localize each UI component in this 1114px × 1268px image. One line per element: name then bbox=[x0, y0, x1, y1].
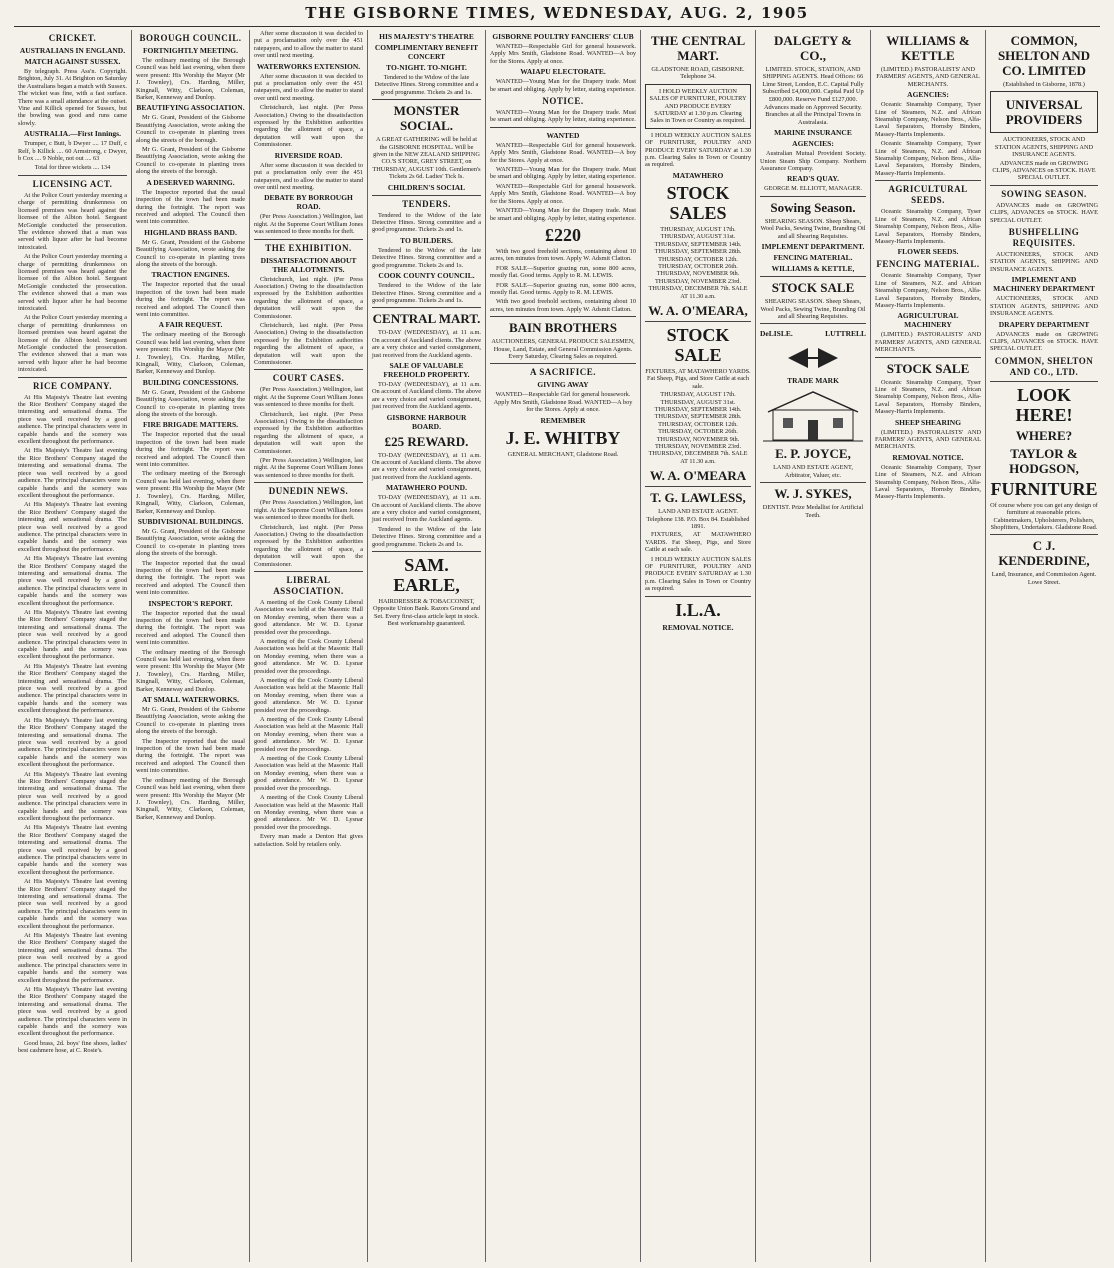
wk-stock-text: Oceanic Steamship Company, Tyser Line of Steamers, N.Z. and African Steamship Company, Nelson Bros., Alfa-Laval Separators, Hornsby Binders, Massey-Harris Implements. bbox=[875, 378, 981, 416]
rice-company-heading: RICE COMPANY. bbox=[32, 380, 112, 391]
omeara-heading-2: W. A. O'MEARA bbox=[649, 468, 747, 484]
rice-text-cont9: At His Majesty's Theatre last evening the Rice Brothers' Company staged the interesting and sensational drama. The piece was well received by a good audience. The principal characters were in capable hands and the scenery was excellent throughout the performance. bbox=[18, 878, 127, 930]
stock-sale-heading: STOCK SALE bbox=[666, 324, 730, 365]
divider bbox=[875, 357, 981, 358]
sale-dates: THURSDAY, AUGUST 17th. THURSDAY, AUGUST 31st. THURSDAY, SEPTEMBER 14th. THURSDAY, SEPTEMBER 28th. THURSDAY, OCTOBER 12th. THURSDAY, OCTOBER 26th. THURSDAY, NOVEMBER 9th. THURSDAY, NOVEMBER 23rd. THURSDAY, DECEMBER 7th. SALE AT 11.30 a.m. bbox=[648, 225, 748, 300]
whitby-text: GENERAL MERCHANT, Gladstone Road. bbox=[507, 450, 619, 458]
rice-text-cont: At His Majesty's Theatre last evening the Rice Brothers' Company staged the interesting and sensational drama. The piece was well received by a good audience. The principal characters were in capable hands and the scenery was excellent throughout the performance. bbox=[18, 447, 127, 499]
social-text: A GREAT GATHERING will be held at the GISBORNE HOSPITAL. Will be given in the NEW ZEALAND SHIPPING CO.'S STORE, GREY STREET, on THURSDAY, AUGUST 10th. Gentlemen's Tickets 2s 6d. Ladies' Tick Is. bbox=[372, 136, 481, 181]
divider bbox=[372, 99, 481, 100]
freehold-text: TO-DAY (WEDNESDAY), at 11 a.m. On account of Auckland clients. The above are a very choice and varied consignment, just received from the Auckland agents. bbox=[372, 380, 481, 411]
australians-heading: AUSTRALIANS IN ENGLAND. bbox=[19, 46, 126, 55]
licensing-text-cont: At the Police Court yesterday morning a charge of permitting drunkenness on licensed premises was heard against the licensee of the Albion hotel. Sergeant McGonigle conducted the prosecution. The evidence showed that a man was served with liquor after he had become intoxicated. bbox=[18, 253, 127, 312]
liberal-text: A meeting of the Cook County Liberal Association was held at the Masonic Hall on Monday evening, when there was a good attendance. Mr W. D. Lysnar presided over the proceedings. bbox=[254, 598, 363, 636]
liberal-text-cont: A meeting of the Cook County Liberal Association was held at the Masonic Hall on Monday evening, when there was a good attendance. Mr W. D. Lysnar presided over the proceedings. bbox=[254, 637, 363, 675]
fixtures-text: FIXTURES, AT MATAWHERO YARDS. Fat Sheep, Pigs, and Store Cattle at each sale. bbox=[645, 367, 751, 390]
waterworks-heading: AT SMALL WATERWORKS. bbox=[142, 695, 239, 705]
price-220-heading: £220 bbox=[545, 224, 581, 245]
childrens-social-heading: CHILDREN'S SOCIAL bbox=[387, 182, 466, 192]
wanted-text-1: WANTED—Respectable Girl for general housework. Apply Mrs Smith, Gladstone Road. WANTED—A boy for the Stores. Apply at once. bbox=[490, 141, 636, 164]
council-cont-text: After some discussion it was decided to put a proclamation only over the 451 ratepayers, and to allow the matter to stand over until next meeting. bbox=[254, 30, 363, 60]
drapery-heading: DRAPERY DEPARTMENT bbox=[998, 319, 1090, 329]
dalgety-text: LIMITED. STOCK, STATION, AND SHIPPING AGENTS. Head Offices: 66 Lime Street, London, E.C. Capital Fully Subscribed £4,000,000. Capital Paid Up £800,000. Reserve Fund £127,000. bbox=[762, 66, 864, 103]
column-7 bbox=[756, 30, 871, 1262]
divider bbox=[254, 239, 363, 240]
wk-fencing-heading: FENCING MATERIAL. bbox=[876, 259, 980, 270]
divider bbox=[875, 180, 981, 181]
pound-text: TO-DAY (WEDNESDAY), at 11 a.m. On account of Auckland clients. The above are a very choice and varied consignment, just received from the Auckland agents. bbox=[372, 494, 481, 524]
reward-heading: £25 REWARD. bbox=[384, 433, 469, 449]
rice-text: At His Majesty's Theatre last evening the Rice Brothers' Company staged the interesting and sensational drama. The piece was well received by a good audience. The principal characters were in capable hands and the scenery was excellent throughout the performance. bbox=[18, 393, 127, 446]
wk-subtitle: (LIMITED.) PASTORALISTS' AND FARMERS' AGENTS, AND GENERAL MERCHANTS. bbox=[876, 66, 980, 88]
rice-text-cont3: At His Majesty's Theatre last evening the Rice Brothers' Company staged the interesting and sensational drama. The piece was well received by a good audience. The principal characters were in capable hands and the scenery was excellent throughout the performance. bbox=[18, 555, 127, 607]
sykes-text: DENTIST. Prize Medallist for Artificial Teeth. bbox=[762, 504, 864, 519]
wk-agencies-heading: AGENCIES: bbox=[907, 90, 949, 100]
builders-text: Tendered to the Widow of the late Detective Hines. Strong committee and a good programme. Tickets 2s and 1s. bbox=[372, 246, 481, 269]
council-text: The ordinary meeting of the Borough Council was held last evening, when there were present: His Worship the Mayor (Mr J. Townley), Crs. Harding, Miller, Kingnall, Witty, Clarkson, Coleman, Barker, Kenneway and Dunlop. bbox=[136, 57, 245, 102]
rice-text-cont6: At His Majesty's Theatre last evening the Rice Brothers' Company staged the interesting and sensational drama. The piece was well received by a good audience. The principal characters were in capable hands and the scenery was excellent throughout the performance. bbox=[18, 716, 127, 769]
waterworks-ext-heading: WATERWORKS EXTENSION. bbox=[256, 61, 361, 71]
stock-sale-wk-text: SHEARING SEASON. Sheep Shears, Wool Packs, Sewing Twine, Branding Oil and all Shearing Requisites. bbox=[760, 298, 866, 320]
rice-text-cont4: At His Majesty's Theatre last evening the Rice Brothers' Company staged the interesting and sensational drama. The piece was well received by a good audience. The principal characters were in capable hands and the scenery was excellent throughout the performance. bbox=[18, 609, 127, 661]
grazing-text: FOR SALE—Superior grazing run, some 800 acres, mostly flat. Good terms. Apply to R. M. LEWIS. bbox=[490, 264, 636, 280]
dissatisfaction-heading: DISSATISFACTION ABOUT THE ALLOTMENTS. bbox=[260, 255, 357, 274]
sowing-heading: Sowing Season. bbox=[770, 199, 856, 215]
luttrell-label: LUTTRELL bbox=[825, 329, 866, 339]
concert-text: Tendered to the Widow of the late Detective Hines. Strong committee and a good programme. Tickets 2s and 1s. bbox=[374, 74, 479, 96]
court-text-cont2: (Per Press Association.) Wellington, last night. At the Supreme Court William Jones was sentenced to three months for theft. bbox=[254, 457, 363, 479]
house-engraving-icon bbox=[763, 388, 863, 443]
divider bbox=[254, 571, 363, 572]
matawhero-heading: MATAWHERO bbox=[672, 170, 724, 180]
divider bbox=[490, 316, 636, 317]
score-total: Total for three wickets .... 134 bbox=[34, 164, 111, 172]
kenderdine-heading: C J. KENDERDINE, bbox=[998, 538, 1090, 569]
monster-social-heading: MONSTER SOCIAL. bbox=[393, 103, 460, 134]
liberal-heading: LIBERAL ASSOCIATION. bbox=[273, 574, 344, 596]
wk-removal-heading: REMOVAL NOTICE. bbox=[892, 452, 964, 462]
removal-notice-heading: REMOVAL NOTICE. bbox=[662, 622, 734, 632]
divider bbox=[760, 482, 866, 483]
sacrifice-heading: A SACRIFICE. bbox=[529, 367, 596, 378]
weekly-auction-box bbox=[645, 84, 751, 129]
brand-row bbox=[760, 327, 866, 340]
wk-agencies-text-cont: Oceanic Steamship Company, Tyser Line of Steamers, N.Z. and African Steamship Company, Nelson Bros., Alfa-Laval Separators, Hornsby Binders, Massey-Harris Implements. bbox=[875, 140, 981, 177]
lawless-text-cont: FIXTURES, AT MATAWHERO YARDS. Fat Sheep, Pigs, and Store Cattle at each sale. bbox=[645, 531, 751, 554]
bushfelling-heading: BUSHFELLING REQUISITES. bbox=[1008, 227, 1080, 249]
trade-mark-label: TRADE MARK bbox=[787, 376, 839, 386]
scorecard: Trumper, c Butt, b Dwyer .... 17 Duff, c Relf, b Killick .... 60 Armstrong, c Dwyer, b Cox .... 9 Noble, not out .... 63 bbox=[18, 140, 127, 163]
subdivisional-heading: SUBDIVISIONAL BUILDINGS. bbox=[137, 516, 244, 526]
dunedin-text: (Per Press Association.) Wellington, last night. At the Supreme Court William Jones was sentenced to three months for theft. bbox=[254, 499, 363, 522]
grazing-text-cont: FOR SALE—Superior grazing run, some 800 acres, mostly flat. Good terms. Apply to R. M. LEWIS. bbox=[490, 281, 636, 296]
lawless-text-cont2: I HOLD WEEKLY AUCTION SALES OF FURNITURE, POULTRY AND PRODUCE EVERY SATURDAY at 1.30 p.m. Clearing Sales in Town or Country as required. bbox=[645, 555, 751, 593]
riverside-text: After some discussion it was decided to put a proclamation only over the 451 ratepayers, and to allow the matter to stand over until next meeting. bbox=[254, 161, 363, 191]
wanted-text-2: WANTED—Young Man for the Drapery trade. Must be smart and obliging. Apply by letter, stating experience. bbox=[490, 166, 636, 181]
footer-hat-ad: Every man made a Denton Hat gives satisfaction. Sold by retailers only. bbox=[254, 833, 363, 848]
court-text-cont: Christchurch, last night. (Per Press Association.) Owing to the dissatisfaction expressed by the Exhibition authorities regarding the allotment of space, a deputation will wait upon the Commissioner. bbox=[254, 410, 363, 455]
notice-heading: NOTICE. bbox=[542, 96, 584, 107]
implement-heading: IMPLEMENT DEPARTMENT. bbox=[761, 242, 865, 252]
mart-address: GLADSTONE ROAD, GISBORNE. Telephone 34. bbox=[651, 66, 745, 81]
fire-brigade-text: The Inspector reported that the usual inspection of the town had been made during the fortnight. The report was received and adopted. The Council then went into committee. bbox=[136, 431, 245, 469]
shearing-text: SHEARING SEASON. Sheep Shears, Wool Packs, Sewing Twine, Branding Oil and all Shearing Requisites. bbox=[760, 217, 866, 240]
divider bbox=[645, 596, 751, 597]
mart-text: I HOLD WEEKLY AUCTION SALES OF FURNITURE, POULTRY AND PRODUCE EVERY SATURDAY at 1.30 p.m. Clearing Sales in Town or Country as required. bbox=[645, 131, 751, 169]
notice-text: WANTED—Young Man for the Drapery trade. Must be smart and obliging. Apply by letter, stating experience. bbox=[490, 109, 636, 124]
stock-sale-wk-heading: STOCK SALE bbox=[771, 280, 855, 296]
where-heading: WHERE? bbox=[1015, 427, 1073, 443]
fair-request-text: The ordinary meeting of the Borough Council was held last evening, when there were present: His Worship the Mayor (Mr J. Townley), Crs. Harding, Miller, Kingnall, Witty, Clarkson, Coleman, Barker, Kenneway and Dunlop. bbox=[136, 331, 245, 376]
wanted-heading: WANTED bbox=[546, 130, 580, 140]
poultry-text: WANTED—Respectable Girl for general housework. Apply Mrs Smith, Gladstone Road. WANTED—A boy for the Stores. Apply at once. bbox=[490, 43, 636, 65]
drapery-text: ADVANCES made on GROWING CLIPS, ADVANCES on STOCK. HAVE SPECIAL OUTLET. bbox=[990, 330, 1098, 353]
traction-heading: TRACTION ENGINES. bbox=[151, 270, 230, 280]
column-1 bbox=[14, 30, 132, 1262]
williams-kettle-heading: WILLIAMS & KETTLE bbox=[886, 33, 970, 63]
sheep-shearing-heading: SHEEP SHEARING bbox=[894, 417, 962, 427]
manager-text: GEORGE M. ELLIOTT, MANAGER. bbox=[764, 185, 862, 193]
divider bbox=[254, 482, 363, 483]
divider bbox=[645, 321, 751, 322]
stock-sales-heading: STOCK SALES bbox=[666, 182, 730, 223]
cricket-text: By telegraph. Press Ass'n. Copyright. Brighton, July 31. At Brighton on Saturday the Australians began a match with Sussex. The wicket was fine, with a fast surface. There was a small attendance at the outset. Vine and Killick opened for Sussex, but the bowling was good and runs came slowly. bbox=[18, 68, 127, 127]
riverside-heading: RIVERSIDE ROAD. bbox=[274, 150, 343, 160]
benefit-concert-heading: COMPLIMENTARY BENEFIT CONCERT bbox=[374, 43, 479, 61]
subdivisional-text-cont: The Inspector reported that the usual inspection of the town had been made during the fortnight. The report was received and adopted. The Council then went into committee. bbox=[136, 559, 245, 597]
joyce-heading: E. P. JOYCE, bbox=[775, 446, 851, 462]
common-shelton-heading: COMMON, SHELTON AND CO. LIMITED bbox=[997, 33, 1091, 78]
bain-brothers-heading: BAIN BROTHERS bbox=[509, 320, 617, 336]
central-mart-text: TO-DAY (WEDNESDAY), at 11 a.m. On account of Auckland clients. The above are a very choice and varied consignment, just received from the Auckland agents. bbox=[372, 329, 481, 359]
court-cases-heading: COURT CASES. bbox=[272, 373, 345, 384]
sowing-season-heading: SOWING SEASON. bbox=[1001, 188, 1087, 199]
poultry-club-heading: GISBORNE POULTRY FANCIERS' CLUB bbox=[492, 32, 634, 41]
fair-request-heading: A FAIR REQUEST. bbox=[158, 320, 223, 330]
sowing-text: ADVANCES made on GROWING CLIPS, ADVANCES on STOCK. HAVE SPECIAL OUTLET. bbox=[990, 201, 1098, 224]
inspector-text: The Inspector reported that the usual inspection of the town had been made during the fortnight. The report was received and adopted. The Council then went into committee. bbox=[136, 609, 245, 647]
trade-mark-icon bbox=[783, 343, 843, 373]
liberal-text-cont2: A meeting of the Cook County Liberal Association was held at the Masonic Hall on Monday evening, when there was a good attendance. Mr W. D. Lysnar presided over the proceedings. bbox=[254, 677, 363, 714]
fencing-heading: FENCING MATERIAL. bbox=[773, 253, 853, 263]
column-9 bbox=[986, 30, 1102, 1262]
cook-county-heading: COOK COUNTY COUNCIL. bbox=[378, 271, 475, 281]
divider bbox=[18, 377, 127, 378]
delisle-label: DeLISLE. bbox=[760, 329, 793, 339]
sykes-heading: W. J. SYKES, bbox=[774, 486, 852, 502]
column-4 bbox=[368, 30, 486, 1262]
building-text: Mr G. Grant, President of the Gisborne Beautifying Association, wrote asking the Council to co-operate in planting trees along the streets of the borough. bbox=[136, 388, 245, 419]
fencing-text: Oceanic Steamship Company, Tyser Line of Steamers, N.Z. and African Steamship Company, Nelson Bros., Alfa-Laval Separators, Hornsby Binders, Massey-Harris Implements. bbox=[875, 272, 981, 309]
lawless-text: LAND AND ESTATE AGENT. Telephone 138. P.O. Box 84. Established 1891. bbox=[646, 508, 750, 531]
warning-heading: A DESERVED WARNING. bbox=[146, 177, 235, 187]
grazing-text-cont2: With two good freehold sections, containing about 10 acres, ten minutes from town. Apply W. Adsmit Clatton. bbox=[490, 298, 636, 313]
tenders-text: Tendered to the Widow of the late Detective Hines. Strong committee and a good programme. Tickets 2s and 1s. bbox=[372, 211, 481, 234]
pound-heading: MATAWHERO POUND. bbox=[386, 483, 467, 493]
rice-text-cont11: At His Majesty's Theatre last evening the Rice Brothers' Company staged the interesting and sensational drama. The piece was well received by a good audience. The principal characters were in capable hands and the scenery was excellent throughout the performance. bbox=[18, 985, 127, 1038]
lawless-heading: T. G. LAWLESS, bbox=[650, 490, 746, 506]
furniture-heading: FURNITURE bbox=[990, 478, 1098, 499]
beautifying-heading: BEAUTIFYING ASSOCIATION. bbox=[136, 103, 245, 113]
inspector-heading: INSPECTOR'S REPORT. bbox=[148, 598, 233, 608]
divider bbox=[645, 486, 751, 487]
harbour-board-heading: GISBORNE HARBOUR BOARD. bbox=[386, 412, 467, 431]
flower-seeds-heading: FLOWER SEEDS. bbox=[897, 247, 959, 257]
builders-heading: TO BUILDERS. bbox=[400, 235, 453, 245]
divider bbox=[372, 307, 481, 308]
taylor-hodgson-heading: TAYLOR & HODGSON, bbox=[1009, 445, 1079, 476]
traction-text: The Inspector reported that the usual inspection of the town had been made during the fortnight. The report was received and adopted. The Council then went into committee. bbox=[136, 281, 245, 318]
divider bbox=[990, 185, 1098, 186]
dunedin-heading: DUNEDIN NEWS. bbox=[268, 486, 349, 497]
liberal-text-cont3: A meeting of the Cook County Liberal Association was held at the Masonic Hall on Monday evening, when there was a good attendance. Mr W. D. Lysnar presided over the proceedings. bbox=[254, 716, 363, 753]
sections-text: With two good freehold sections, containing about 10 acres, ten minutes from town. Apply W. Adsmit Clatton. bbox=[490, 247, 636, 263]
central-mart-heading: CENTRAL MART. bbox=[372, 311, 481, 327]
bushfelling-text: AUCTIONEERS, STOCK AND STATION AGENTS, SHIPPING AND INSURANCE AGENTS. bbox=[990, 251, 1098, 273]
theatre-heading: HIS MAJESTY'S THEATRE bbox=[379, 32, 474, 41]
inspector-text-cont: The ordinary meeting of the Borough Council was held last evening, when there were present: His Worship the Mayor (Mr J. Townley), Crs. Harding, Miller, Kingnall, Witty, Clarkson, Coleman, Barker, Kenneway and Dunlop. bbox=[136, 648, 245, 693]
exhibition-text-cont: Christchurch, last night. (Per Press Association.) Owing to the dissatisfaction expressed by the Exhibition authorities regarding the allotment of space, a deputation will wait upon the Commissioner. bbox=[254, 321, 363, 366]
whitby-heading: J. E. WHITBY bbox=[505, 427, 621, 448]
advances-text: ADVANCES made on GROWING CLIPS, ADVANCES on STOCK. HAVE SPECIAL OUTLET. bbox=[992, 159, 1096, 182]
implement-text: AUCTIONEERS, STOCK AND STATION AGENTS, SHIPPING AND INSURANCE AGENTS. bbox=[990, 295, 1098, 318]
machinery-text: (LIMITED.) PASTORALISTS' AND FARMERS' AGENTS, AND GENERAL MERCHANTS. bbox=[875, 331, 981, 354]
omeara-heading: W. A. O'MEARA, bbox=[648, 302, 748, 318]
sacrifice-text: WANTED—Respectable Girl for general housework. Apply Mrs Smith, Gladstone Road. WANTED—A boy for the Stores. Apply at once. bbox=[493, 391, 633, 414]
debate-heading: DEBATE BY BORROUGH ROAD. bbox=[264, 193, 353, 212]
licensing-text-cont2: At the Police Court yesterday morning a charge of permitting drunkenness on licensed premises was heard against the licensee of the Albion hotel. Sergeant McGonigle conducted the prosecution. The evidence showed that a man was served with liquor after he had become intoxicated. bbox=[18, 314, 127, 374]
joyce-text: LAND AND ESTATE AGENT, Arbitrator, Valuer, etc. bbox=[773, 464, 853, 479]
divider bbox=[760, 276, 866, 277]
liberal-text-cont5: A meeting of the Cook County Liberal Association was held at the Masonic Hall on Monday evening, when there was a good attendance. Mr W. D. Lysnar presided over the proceedings. bbox=[254, 794, 363, 831]
cricket-heading: CRICKET. bbox=[48, 33, 97, 43]
giving-away-heading: GIVING AWAY bbox=[537, 380, 589, 390]
pound-text-cont: Tendered to the Widow of the late Detective Hines. Strong committee and a good programme. Tickets 2s and 1s. bbox=[372, 525, 481, 548]
exhibition-text: Christchurch, last night. (Per Press Association.) Owing to the dissatisfaction expressed by the Exhibition authorities regarding the allotment of space, a deputation will wait upon the Commissioner. bbox=[254, 275, 363, 320]
licensing-text: At the Police Court yesterday morning a charge of permitting drunkenness on licensed premises was heard against the licensee of the Albion hotel. Sergeant McGonigle conducted the prosecution. The evidence showed that a man was served with liquor after he had become intoxicated. bbox=[18, 191, 127, 251]
waterworks-ext-text-cont: Christchurch, last night. (Per Press Association.) Owing to the dissatisfaction expressed by the Exhibition authorities regarding the allotment of space, a deputation will wait upon the Commissioner. bbox=[254, 104, 363, 149]
column-8 bbox=[871, 30, 986, 1262]
court-text: (Per Press Association.) Wellington, last night. At the Supreme Court William Jones was sentenced to three months for theft. bbox=[254, 386, 363, 409]
divider bbox=[254, 369, 363, 370]
masthead: THE GISBORNE TIMES, WEDNESDAY, AUG. 2, 1905 bbox=[305, 4, 809, 22]
common-shelton-footer: COMMON, SHELTON AND CO., LTD. bbox=[994, 355, 1094, 377]
subdivisional-text: Mr G. Grant, President of the Gisborne Beautifying Association, wrote asking the Council to co-operate in planting trees along the streets of the borough. bbox=[136, 527, 245, 558]
divider bbox=[372, 551, 481, 552]
exhibition-heading: THE EXHIBITION. bbox=[265, 242, 352, 253]
rice-text-cont2: At His Majesty's Theatre last evening the Rice Brothers' Company staged the interesting and sensational drama. The piece was well received by a good audience. The principal characters were in capable hands and the scenery was excellent throughout the performance. bbox=[18, 501, 127, 553]
building-heading: BUILDING CONCESSIONS. bbox=[142, 377, 239, 387]
beautifying-text: Mr G. Grant, President of the Gisborne Beautifying Association, wrote asking the Council to co-operate in planting trees along the streets of the borough. bbox=[136, 114, 245, 144]
divider bbox=[760, 196, 866, 197]
newspaper-columns bbox=[14, 30, 1102, 1262]
divider bbox=[372, 195, 481, 196]
dunedin-text-cont: Christchurch, last night. (Per Press Association.) Owing to the dissatisfaction expressed by the Exhibition authorities regarding the allotment of space, a deputation will wait upon the Commissioner. bbox=[254, 523, 363, 568]
divider bbox=[490, 363, 636, 364]
implement-dept-heading: IMPLEMENT AND MACHINERY DEPARTMENT bbox=[993, 275, 1095, 294]
column-2 bbox=[132, 30, 250, 1262]
divider bbox=[990, 381, 1098, 382]
brass-band-heading: HIGHLAND BRASS BAND. bbox=[144, 227, 237, 237]
universal-providers-heading: UNIVERSAL PROVIDERS bbox=[1005, 97, 1083, 128]
seeds-text: Oceanic Steamship Company, Tyser Line of Steamers, N.Z. and African Steamship Company, Nelson Bros., Alfa-Laval Separators, Hornsby Binders, Massey-Harris Implements. bbox=[875, 208, 981, 245]
rice-text-cont8: At His Majesty's Theatre last evening the Rice Brothers' Company staged the interesting and sensational drama. The piece was well received by a good audience. The principal characters were in capable hands and the scenery was excellent throughout the performance. bbox=[18, 824, 127, 876]
waterworks-text-cont2: The ordinary meeting of the Borough Council was held last evening, when there were present: His Worship the Mayor (Mr J. Townley), Crs. Harding, Miller, Kingnall, Witty, Clarkson, Coleman, Barker, Kenneway and Dunlop. bbox=[136, 776, 245, 821]
agri-machinery-heading: AGRICULTURAL MACHINERY bbox=[897, 311, 959, 330]
sussex-heading: MATCH AGAINST SUSSEX. bbox=[24, 57, 121, 66]
divider bbox=[990, 534, 1098, 535]
fire-brigade-heading: FIRE BRIGADE MATTERS. bbox=[142, 420, 239, 430]
earle-text: HAIRDRESSER & TOBACCONIST, Opposite Union Bank. Razors Ground and Set. Every first-class article kept in stock. Best workmanship guaranteed. bbox=[372, 598, 481, 628]
wanted-text-4: WANTED—Young Man for the Drapery trade. Must be smart and obliging. Apply by letter, stating experience. bbox=[490, 207, 636, 222]
look-here-heading: LOOK HERE! bbox=[1015, 384, 1073, 425]
cook-county-text: Tendered to the Widow of the late Detective Hines. Strong committee and a good programme. Tickets 2s and 1s. bbox=[372, 282, 481, 304]
kenderdine-text: Land, Insurance, and Commission Agent. Lowe Street. bbox=[991, 571, 1097, 586]
warning-text: The Inspector reported that the usual inspection of the town had been made during the fortnight. The report was received and adopted. The Council then went into committee. bbox=[136, 188, 245, 226]
shearing-text: (LIMITED.) PASTORALISTS' AND FARMERS' AGENTS, AND GENERAL MERCHANTS. bbox=[875, 428, 981, 451]
waiapu-heading: WAIAPU ELECTORATE. bbox=[520, 67, 606, 77]
waterworks-text: Mr G. Grant, President of the Gisborne Beautifying Association, wrote asking the Council to co-operate in planting trees along the streets of the borough. bbox=[136, 706, 245, 736]
liberal-text-cont4: A meeting of the Cook County Liberal Association was held at the Masonic Hall on Monday evening, when there was a good attendance. Mr W. D. Lysnar presided over the proceedings. bbox=[254, 755, 363, 792]
beautifying-text-cont: Mr G. Grant, President of the Gisborne Beautifying Association, wrote asking the Council to co-operate in planting trees along the streets of the borough. bbox=[136, 146, 245, 176]
fortnightly-heading: FORTNIGHTLY MEETING. bbox=[142, 46, 239, 55]
wk-stock-sale-heading: STOCK SALE bbox=[886, 360, 970, 376]
column-5 bbox=[486, 30, 641, 1262]
waterworks-text-cont: The Inspector reported that the usual inspection of the town had been made during the fortnight. The report was received and adopted. The Council then went into committee. bbox=[136, 737, 245, 775]
reward-text: TO-DAY (WEDNESDAY), at 11 a.m. On account of Auckland clients. The above are a very choice and varied consignment, just received from the Auckland agents. bbox=[372, 451, 481, 481]
wk-heading: WILLIAMS & KETTLE, bbox=[771, 264, 855, 274]
waterworks-ext-text: After some discussion it was decided to put a proclamation only over the 451 ratepayers, and to allow the matter to stand over until next meeting. bbox=[254, 72, 363, 102]
wk-agencies-text: Oceanic Steamship Company, Tyser Line of Steamers, N.Z. and African Steamship Company, Nelson Bros., Alfa-Laval Separators, Hornsby Binders, Massey-Harris Implements. bbox=[875, 101, 981, 138]
column-6 bbox=[641, 30, 756, 1262]
licensing-heading: LICENSING ACT. bbox=[32, 178, 113, 189]
marine-heading: MARINE INSURANCE bbox=[774, 128, 852, 138]
agencies-heading: AGENCIES: bbox=[792, 139, 834, 149]
auctioneers-text: AUCTIONEERS, STOCK AND STATION AGENTS, SHIPPING AND INSURANCE AGENTS. bbox=[994, 136, 1094, 159]
divider bbox=[490, 127, 636, 128]
sam-earle-heading: SAM. EARLE, bbox=[393, 555, 460, 596]
borough-council-heading: BOROUGH COUNCIL. bbox=[139, 33, 242, 43]
wanted-text-3: WANTED—Respectable Girl for general housework. Apply Mrs Smith, Gladstone Road. WANTED—A boy for the Stores. Apply at once. bbox=[490, 182, 636, 205]
footer-ad: Good brass, 2d. boys' fine shoes, ladies' best cashmere hose, at C. Rosie's. bbox=[18, 1039, 127, 1055]
ila-heading: I.L.A. bbox=[675, 599, 721, 620]
dalgety-advances: Advances made on Approved Security. Branches at all the Principal Towns in Australasia. bbox=[763, 104, 863, 126]
masthead-rule bbox=[14, 26, 1100, 27]
furniture-text: Of course where you can get any design of furniture at reasonable prices. Cabinetmakers, Upholsterers, Polishers, Shopfitters, Undertakers. Gladstone Road. bbox=[990, 501, 1098, 531]
sale-dates-2: THURSDAY, AUGUST 17th. THURSDAY, AUGUST 31st. THURSDAY, SEPTEMBER 14th. THURSDAY, SEPTEMBER 28th. THURSDAY, OCTOBER 12th. THURSDAY, OCTOBER 26th. THURSDAY, NOVEMBER 9th. THURSDAY, NOVEMBER 23rd. THURSDAY, DECEMBER 7th. SALE AT 11.30 a.m. bbox=[648, 391, 748, 465]
brass-band-text: Mr G. Grant, President of the Gisborne Beautifying Association, wrote asking the Council to co-operate in planting trees along the streets of the borough. bbox=[136, 238, 245, 268]
central-mart-title: THE CENTRAL MART. bbox=[650, 33, 746, 63]
freehold-heading: SALE OF VALUABLE FREEHOLD PROPERTY. bbox=[383, 360, 470, 379]
universal-providers-box bbox=[990, 91, 1098, 133]
remember-heading: REMEMBER bbox=[540, 415, 586, 425]
reads-quay-heading: READ'S QUAY. bbox=[787, 174, 839, 184]
auction-text: I HOLD WEEKLY AUCTION SALES OF FURNITURE, POULTRY AND PRODUCE EVERY SATURDAY at 1.30 p.m. Clearing Sales in Town or Country as required. bbox=[649, 87, 747, 125]
bain-text: AUCTIONEERS, GENERAL PRODUCE SALESMEN, House, Land, Estate, and General Commission Agents. Every Saturday, Clearing Sales as required. bbox=[491, 338, 635, 360]
removal-text: Oceanic Steamship Company, Tyser Line of Steamers, N.Z. and African Steamship Company, Nelson Bros., Alfa-Laval Separators, Hornsby Binders, Massey-Harris Implements. bbox=[875, 463, 981, 501]
tonight-heading: TO-NIGHT. TO-NIGHT. bbox=[386, 63, 467, 72]
debate-text: (Per Press Association.) Wellington, last night. At the Supreme Court William Jones was sentenced to three months for theft. bbox=[254, 213, 363, 236]
waiapu-text: WANTED—Young Man for the Drapery trade. Must be smart and obliging. Apply by letter, stating experience. bbox=[490, 78, 636, 93]
agencies-text: Australian Mutual Provident Society. Union Steam Ship Company. Northern Assurance Company. bbox=[760, 150, 866, 173]
rice-text-cont7: At His Majesty's Theatre last evening the Rice Brothers' Company staged the interesting and sensational drama. The piece was well received by a good audience. The principal characters were in capable hands and the scenery was excellent throughout the performance. bbox=[18, 770, 127, 822]
divider bbox=[760, 323, 866, 324]
column-3 bbox=[250, 30, 368, 1262]
rice-text-cont5: At His Majesty's Theatre last evening the Rice Brothers' Company staged the interesting and sensational drama. The piece was well received by a good audience. The principal characters were in capable hands and the scenery was excellent throughout the performance. bbox=[18, 662, 127, 715]
established-text: (Established in Gisborne, 1878.) bbox=[1003, 81, 1085, 88]
innings-heading: AUSTRALIA.—First Innings. bbox=[24, 129, 121, 139]
tenders-heading: TENDERS. bbox=[402, 198, 451, 209]
divider bbox=[18, 175, 127, 176]
agri-seeds-heading: AGRICULTURAL SEEDS. bbox=[888, 184, 968, 206]
fire-brigade-text-cont: The ordinary meeting of the Borough Council was held last evening, when there were present: His Worship the Mayor (Mr J. Townley), Crs. Harding, Miller, Kingnall, Witty, Clarkson, Coleman, Barker, Kenneway and Dunlop. bbox=[136, 470, 245, 515]
dalgety-heading: DALGETY & CO., bbox=[774, 33, 852, 63]
rice-text-cont10: At His Majesty's Theatre last evening the Rice Brothers' Company staged the interesting and sensational drama. The piece was well received by a good audience. The principal characters were in capable hands and the scenery was excellent throughout the performance. bbox=[18, 932, 127, 984]
